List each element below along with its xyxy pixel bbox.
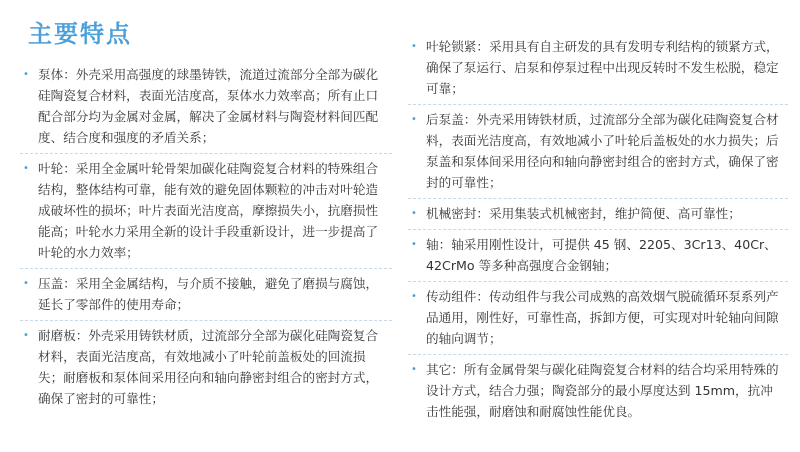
feature-text: 叶轮锁紧：采用具有自主研发的具有发明专利结构的锁紧方式，确保了泵运行、启泵和停泵过程中出现反转时不发生松脱，稳定可靠； (426, 39, 779, 96)
bullet-icon: • (23, 163, 29, 174)
feature-item-mechanical-seal (408, 199, 788, 230)
bullet-icon: • (23, 69, 29, 80)
feature-item-shaft (408, 230, 788, 282)
bullet-icon: • (411, 114, 417, 125)
feature-text: 叶轮：采用全金属叶轮骨架加碳化硅陶瓷复合材料的特殊组合结构，整体结构可靠，能有效的避免固体颗粒的冲击对叶轮造成破坏性的损坏；叶片表面光洁度高，摩擦损失小，抗磨损性能高；叶轮水力采用全新的设计手段重新设计，进一步提高了叶轮的水力效率； (38, 161, 379, 260)
bullet-icon: • (411, 364, 417, 375)
feature-item-other (408, 355, 788, 427)
feature-item-impeller (20, 154, 392, 269)
bullet-icon: • (411, 291, 417, 302)
right-feature-list (408, 32, 788, 427)
bullet-icon: • (411, 239, 417, 250)
feature-text: 压盖：采用全金属结构，与介质不接触，避免了磨损与腐蚀，延长了零部件的使用寿命； (38, 276, 379, 312)
feature-item-impeller-lock (408, 32, 788, 105)
feature-item-gland (20, 269, 392, 321)
feature-text: 机械密封：采用集装式机械密封，维护简便、高可靠性； (426, 206, 741, 221)
feature-item-drive-assembly (408, 282, 788, 355)
bullet-icon: • (23, 278, 29, 289)
page-title: 主要特点 (28, 20, 132, 48)
feature-text: 传动组件：传动组件与我公司成熟的高效烟气脱硫循环泵系列产品通用，刚性好，可靠性高，拆卸方便，可实现对叶轮轴向间隙的轴向调节； (426, 289, 779, 346)
feature-item-wear-plate (20, 321, 392, 414)
feature-text: 后泵盖：外壳采用铸铁材质，过流部分全部为碳化硅陶瓷复合材料，表面光洁度高，有效地减小了叶轮后盖板处的水力损失；后泵盖和泵体间采用径向和轴向静密封组合的密封方式，确保了密封的可靠性； (426, 112, 779, 190)
feature-item-pump-body (20, 60, 392, 154)
bullet-icon: • (23, 330, 29, 341)
bullet-icon: • (411, 41, 417, 52)
feature-text: 泵体：外壳采用高强度的球墨铸铁，流道过流部分全部为碳化硅陶瓷复合材料，表面光洁度高，泵体水力效率高；所有止口配合部分均为金属对金属，解决了金属材料与陶瓷材料间匹配度、结合度和强度的矛盾关系； (38, 67, 379, 145)
feature-item-rear-cover (408, 105, 788, 199)
left-feature-list (20, 60, 392, 414)
bullet-icon: • (411, 208, 417, 219)
feature-text: 其它：所有金属骨架与碳化硅陶瓷复合材料的结合均采用特殊的设计方式，结合力强；陶瓷部分的最小厚度达到 15mm，抗冲击性能强，耐磨蚀和耐腐蚀性能优良。 (426, 362, 779, 419)
feature-text: 轴：轴采用刚性设计，可提供 45 钢、2205、3Cr13、40Cr、42CrMo 等多种高强度合金钢轴； (426, 237, 777, 273)
feature-text: 耐磨板：外壳采用铸铁材质，过流部分全部为碳化硅陶瓷复合材料，表面光洁度高，有效地减小了叶轮前盖板处的回流损失；耐磨板和泵体间采用径向和轴向静密封组合的密封方式，确保了密封的可靠性； (38, 328, 379, 406)
